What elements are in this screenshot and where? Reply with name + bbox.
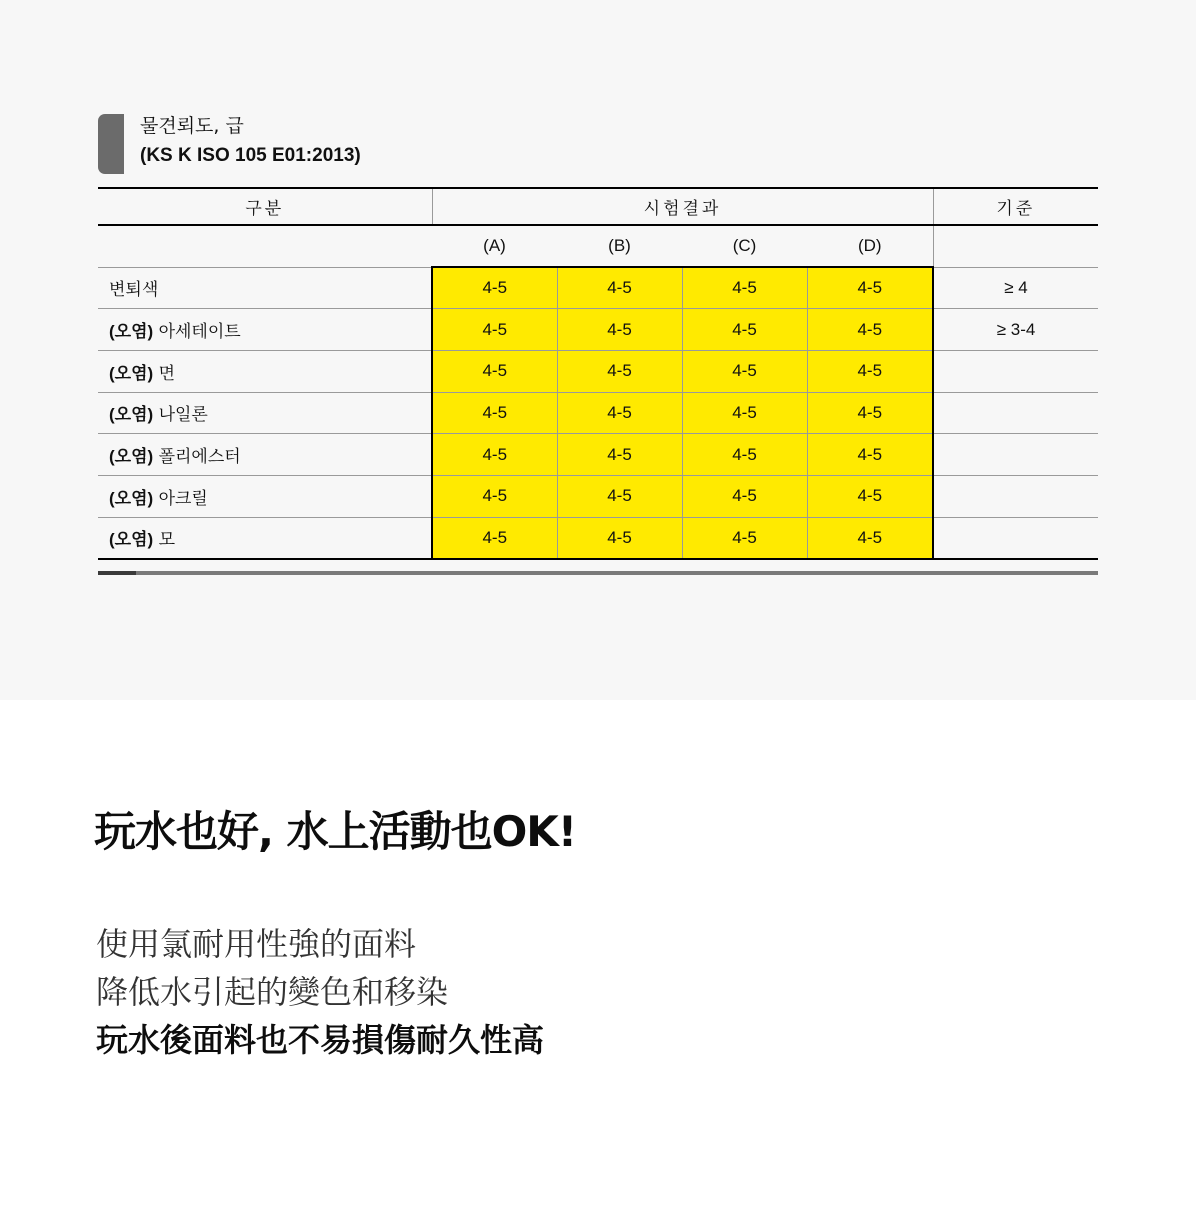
result-cell: 4-5 (807, 475, 933, 517)
subheader-b: (B) (557, 225, 682, 267)
row-label-prefix: (오염) (109, 322, 154, 342)
result-cell: 4-5 (432, 309, 557, 351)
subheader-standard-empty (933, 225, 1098, 267)
result-cell: 4-5 (557, 350, 682, 392)
water-fastness-table (98, 187, 1098, 560)
result-cell: 4-5 (682, 350, 807, 392)
subheader-c: (C) (682, 225, 807, 267)
result-cell: 4-5 (807, 517, 933, 559)
description-line-1: 使用氯耐用性強的面料 (96, 925, 417, 963)
row-label-text: 변퇴색 (109, 280, 159, 301)
row-label-prefix: (오염) (109, 447, 154, 467)
standard-cell: ≥ 3-4 (933, 309, 1098, 351)
row-label (98, 434, 432, 476)
table-row (98, 475, 1098, 517)
table-row (98, 267, 1098, 309)
table-row (98, 434, 1098, 476)
table-row (98, 392, 1098, 434)
result-cell: 4-5 (807, 309, 933, 351)
table-bottom-rule-accent (98, 571, 136, 575)
row-label-prefix: (오염) (109, 405, 154, 425)
header-standard: 기준 (933, 188, 1098, 225)
result-cell: 4-5 (432, 267, 557, 309)
header-category: 구분 (98, 188, 432, 225)
result-cell: 4-5 (557, 434, 682, 476)
result-cell: 4-5 (682, 267, 807, 309)
title-marker (98, 114, 124, 174)
description-block (96, 920, 544, 1064)
table-bottom-rule (98, 571, 1098, 575)
result-cell: 4-5 (807, 392, 933, 434)
result-cell: 4-5 (682, 392, 807, 434)
row-label-text: 아크릴 (158, 488, 208, 509)
standard-cell (933, 434, 1098, 476)
table-row (98, 517, 1098, 559)
result-cell: 4-5 (432, 475, 557, 517)
subheader-d: (D) (807, 225, 933, 267)
result-cell: 4-5 (432, 434, 557, 476)
result-cell: 4-5 (682, 517, 807, 559)
result-cell: 4-5 (682, 434, 807, 476)
row-label (98, 350, 432, 392)
table-header-row (98, 188, 1098, 225)
row-label (98, 392, 432, 434)
standard-cell (933, 517, 1098, 559)
result-cell: 4-5 (682, 475, 807, 517)
result-cell: 4-5 (557, 309, 682, 351)
result-cell: 4-5 (557, 475, 682, 517)
row-label-text: 면 (158, 363, 176, 384)
result-cell: 4-5 (557, 392, 682, 434)
row-label (98, 267, 432, 309)
result-cell: 4-5 (807, 434, 933, 476)
row-label (98, 475, 432, 517)
report-standard-code: (KS K ISO 105 E01:2013) (140, 145, 361, 166)
row-label-text: 모 (158, 530, 176, 551)
row-label (98, 309, 432, 351)
row-label-prefix: (오염) (109, 363, 154, 383)
description-line-2: 降低水引起的變色和移染 (96, 973, 449, 1011)
result-cell: 4-5 (432, 517, 557, 559)
report-title: 물견뢰도, 급 (140, 115, 244, 137)
row-label-text: 폴리에스터 (158, 447, 241, 468)
result-cell: 4-5 (807, 350, 933, 392)
row-label (98, 517, 432, 559)
row-label-prefix: (오염) (109, 530, 154, 550)
header-results: 시험결과 (432, 188, 933, 225)
table-row (98, 309, 1098, 351)
subheader-a: (A) (432, 225, 557, 267)
standard-cell (933, 350, 1098, 392)
result-cell: 4-5 (807, 267, 933, 309)
row-label-prefix: (오염) (109, 488, 154, 508)
table-row (98, 350, 1098, 392)
table-subheader-row (98, 225, 1098, 267)
headline: 玩水也好, 水上活動也OK! (94, 807, 576, 856)
result-cell: 4-5 (557, 267, 682, 309)
result-cell: 4-5 (432, 392, 557, 434)
row-label-text: 나일론 (158, 405, 208, 426)
standard-cell (933, 392, 1098, 434)
result-cell: 4-5 (557, 517, 682, 559)
standard-cell: ≥ 4 (933, 267, 1098, 309)
result-cell: 4-5 (682, 309, 807, 351)
row-label-text: 아세테이트 (158, 322, 241, 343)
standard-cell (933, 475, 1098, 517)
subheader-empty (98, 225, 432, 267)
result-cell: 4-5 (432, 350, 557, 392)
description-line-3: 玩水後面料也不易損傷耐久性高 (96, 1021, 545, 1059)
